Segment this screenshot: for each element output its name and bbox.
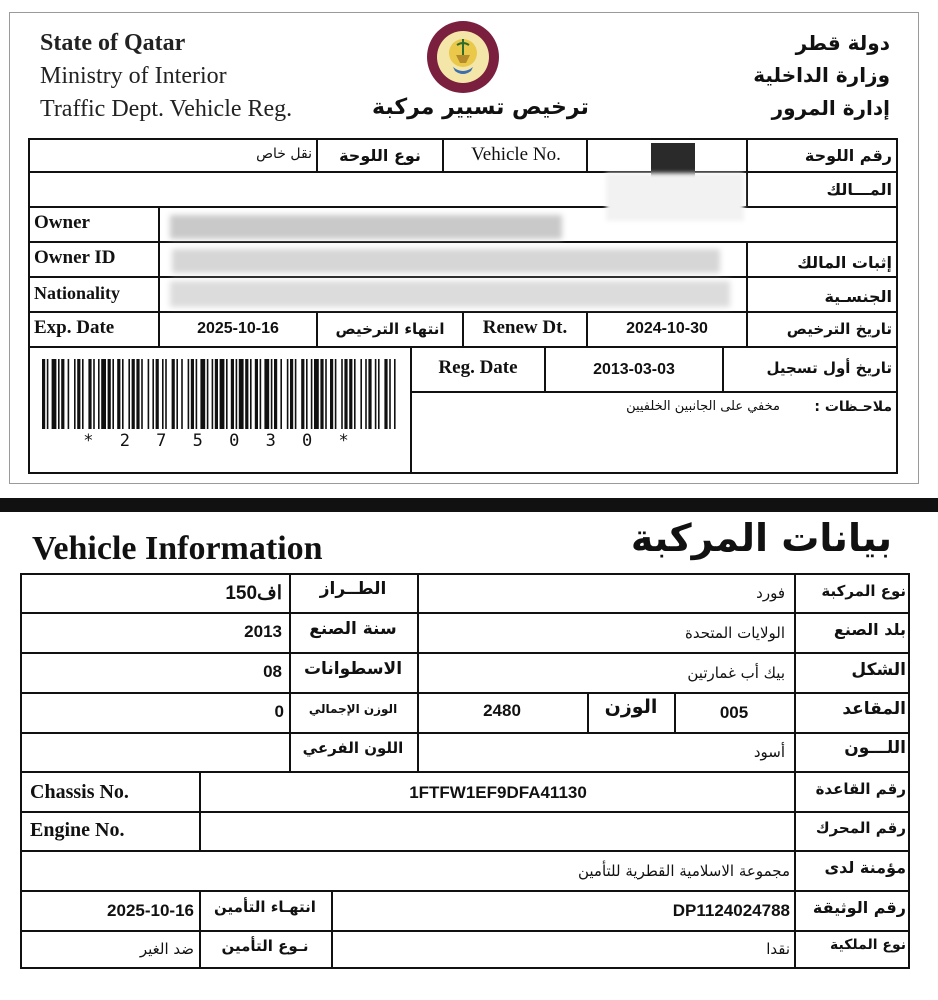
barcode-bar	[271, 359, 273, 429]
barcode-bar	[141, 359, 143, 429]
weight-label: الوزن	[604, 696, 658, 718]
barcode-bar	[335, 359, 337, 429]
chassis-label-ar: رقم القاعدة	[815, 780, 906, 798]
barcode-bar	[354, 359, 356, 429]
barcode-bar	[384, 359, 387, 429]
engine-label-en: Engine No.	[30, 819, 125, 841]
barcode-bar	[245, 359, 248, 429]
owner-label-ar: المـــالك	[826, 180, 892, 199]
header-arabic-title: ترخيص تسيير مركبة	[372, 95, 589, 120]
barcode-bar	[93, 359, 95, 429]
barcode-bar	[320, 359, 323, 429]
barcode-bar	[255, 359, 258, 429]
nationality-label-ar: الجنسـية	[824, 287, 892, 306]
renew-date-value: 2024-10-30	[626, 320, 708, 337]
barcode-bar	[112, 359, 114, 429]
header-dept: Traffic Dept. Vehicle Reg.	[40, 96, 293, 122]
barcode-bar	[236, 359, 238, 429]
cylinders-value: 08	[263, 662, 282, 681]
first-reg-label: تاريخ أول تسجيل	[766, 359, 892, 377]
color-label: اللـــون	[844, 738, 906, 758]
owner-label-en: Owner	[34, 212, 90, 233]
barcode-bar	[152, 359, 154, 429]
barcode-bar	[215, 359, 218, 429]
color-value: أسود	[753, 743, 785, 761]
ins-type-value: ضد الغير	[139, 940, 194, 958]
barcode-bar	[156, 359, 159, 429]
barcode-bar	[42, 359, 45, 429]
barcode-bar	[220, 359, 225, 429]
barcode-bar	[122, 359, 124, 429]
barcode-bar	[375, 359, 377, 429]
barcode-bar	[365, 359, 367, 429]
barcode-bar	[349, 359, 352, 429]
notes-value: مخفي على الجانبين الخلفيين	[626, 399, 780, 414]
barcode-bar	[239, 359, 244, 429]
barcode-bar	[181, 359, 183, 429]
barcode-bar	[132, 359, 135, 429]
renew-date-label: Renew Dt.	[482, 317, 568, 338]
barcode-bar	[325, 359, 327, 429]
plate-type-value: نقل خاص	[256, 146, 312, 162]
barcode-number: * 2 7 5 0 3 0 *	[83, 431, 357, 451]
barcode-bar	[108, 359, 111, 429]
barcode-bar	[58, 359, 60, 429]
owner-id-label-en: Owner ID	[34, 247, 116, 268]
gross-weight-label: الوزن الإجمالي	[308, 702, 398, 716]
barcode-bar	[207, 359, 209, 429]
barcode-bar	[77, 359, 80, 429]
barcode-bar	[295, 359, 297, 429]
page-divider	[0, 498, 938, 512]
header-ar-ministry: وزارة الداخلية	[753, 63, 890, 87]
country-label: بلد الصنع	[833, 620, 906, 639]
barcode-bar	[176, 359, 178, 429]
barcode-bar	[250, 359, 252, 429]
barcode-bar	[61, 359, 64, 429]
ins-expiry-value: 2025-10-16	[107, 901, 194, 920]
barcode-bar	[290, 359, 293, 429]
barcode-bar	[301, 359, 304, 429]
ins-type-label: نـوع التأمين	[221, 937, 309, 955]
barcode-bar	[136, 359, 139, 429]
barcode-bar	[389, 359, 391, 429]
vehicle-info-card	[0, 512, 938, 1000]
license-expiry-label: انتهاء الترخيص	[335, 320, 445, 338]
barcode-bar	[88, 359, 91, 429]
barcode-bar	[360, 359, 362, 429]
model-label: الطــراز	[319, 579, 387, 599]
insured-by-label: مؤمنة لدى	[824, 858, 906, 877]
barcode-bar	[188, 359, 190, 429]
barcode-bar	[74, 359, 76, 429]
barcode-bar	[117, 359, 120, 429]
ownership-value: نقدا	[766, 940, 790, 958]
plate-type-label: نوع اللوحة	[339, 146, 421, 165]
plate-no-label: رقم اللوحة	[804, 146, 892, 165]
barcode-bar	[82, 359, 84, 429]
ownership-label: نوع الملكية	[830, 937, 906, 953]
make-label: نوع المركبة	[821, 582, 906, 600]
qatar-emblem-icon	[413, 19, 513, 95]
barcode-bar	[98, 359, 100, 429]
barcode-bar	[311, 359, 313, 429]
owner-name-ar-redaction	[606, 173, 744, 221]
barcode-bar	[165, 359, 167, 429]
barcode-bar	[394, 359, 396, 429]
barcode-bar	[260, 359, 262, 429]
seats-value: 005	[719, 703, 749, 722]
barcode-bar	[314, 359, 319, 429]
country-value: الولايات المتحدة	[684, 624, 785, 642]
barcode-bar	[344, 359, 347, 429]
owner-id-redaction	[172, 249, 720, 273]
barcode-bar	[212, 359, 214, 429]
barcode-bar	[162, 359, 164, 429]
make-value: فورد	[756, 584, 785, 602]
vehicle-no-label: Vehicle No.	[471, 144, 561, 165]
barcode-bar	[68, 359, 70, 429]
weight-value: 2480	[483, 701, 521, 720]
barcode-bar	[231, 359, 234, 429]
barcode	[40, 359, 400, 429]
year-label: سنة الصنع	[309, 619, 397, 639]
engine-label-ar: رقم المحرك	[815, 819, 906, 837]
header-ministry: Ministry of Interior	[40, 63, 227, 89]
chassis-value: 1FTFW1EF9DFA41130	[409, 783, 587, 802]
barcode-bar	[274, 359, 277, 429]
seats-label: المقاعد	[842, 699, 906, 719]
header-ar-state: دولة قطر	[795, 31, 890, 55]
barcode-bar	[330, 359, 333, 429]
barcode-bar	[280, 359, 282, 429]
gross-weight-value: 0	[274, 702, 284, 721]
reg-date-value: 2013-03-03	[593, 361, 675, 378]
notes-label: ملاحـظات :	[814, 399, 892, 415]
shape-value: بيك أب غمارتين	[687, 664, 785, 682]
policy-label: رقم الوثيقة	[812, 898, 906, 917]
reg-date-label: Reg. Date	[438, 357, 518, 378]
owner-name-redaction	[170, 215, 562, 239]
model-value: اف150	[225, 583, 282, 604]
barcode-bar	[191, 359, 194, 429]
barcode-bar	[101, 359, 106, 429]
registration-card	[9, 12, 919, 484]
barcode-bar	[287, 359, 289, 429]
year-value: 2013	[244, 622, 282, 641]
vehicle-info-title-en: Vehicle Information	[32, 530, 323, 567]
sub-color-label: اللون الفرعي	[302, 739, 404, 757]
insured-by-value: مجموعة الاسلامية القطرية للتأمين	[577, 862, 790, 880]
barcode-bar	[196, 359, 198, 429]
exp-date-label: Exp. Date	[34, 317, 115, 338]
vehicle-info-title-ar: بيانات المركبة	[630, 516, 892, 560]
barcode-bar	[52, 359, 57, 429]
barcode-bar	[306, 359, 308, 429]
nationality-label-en: Nationality	[34, 283, 121, 303]
nationality-redaction	[170, 281, 730, 307]
barcode-bar	[128, 359, 130, 429]
header-state: State of Qatar	[40, 30, 186, 56]
barcode-bar	[47, 359, 49, 429]
barcode-bar	[148, 359, 150, 429]
policy-value: DP1124024788	[672, 901, 790, 920]
cylinders-label: الاسطوانات	[303, 659, 403, 679]
chassis-label-en: Chassis No.	[30, 781, 129, 803]
shape-label: الشكل	[851, 660, 906, 680]
barcode-bar	[368, 359, 371, 429]
exp-date-value: 2025-10-16	[197, 320, 279, 337]
barcode-bar	[264, 359, 269, 429]
license-date-label: تاريخ الترخيص	[786, 320, 892, 338]
owner-id-label-ar: إثبات المالك	[797, 253, 892, 272]
header-ar-traffic: إدارة المرور	[771, 96, 890, 120]
barcode-bar	[341, 359, 343, 429]
ins-expiry-label: انتهـاء التأمين	[214, 898, 316, 916]
barcode-bar	[200, 359, 205, 429]
barcode-bar	[378, 359, 380, 429]
barcode-bar	[226, 359, 228, 429]
barcode-bar	[172, 359, 175, 429]
